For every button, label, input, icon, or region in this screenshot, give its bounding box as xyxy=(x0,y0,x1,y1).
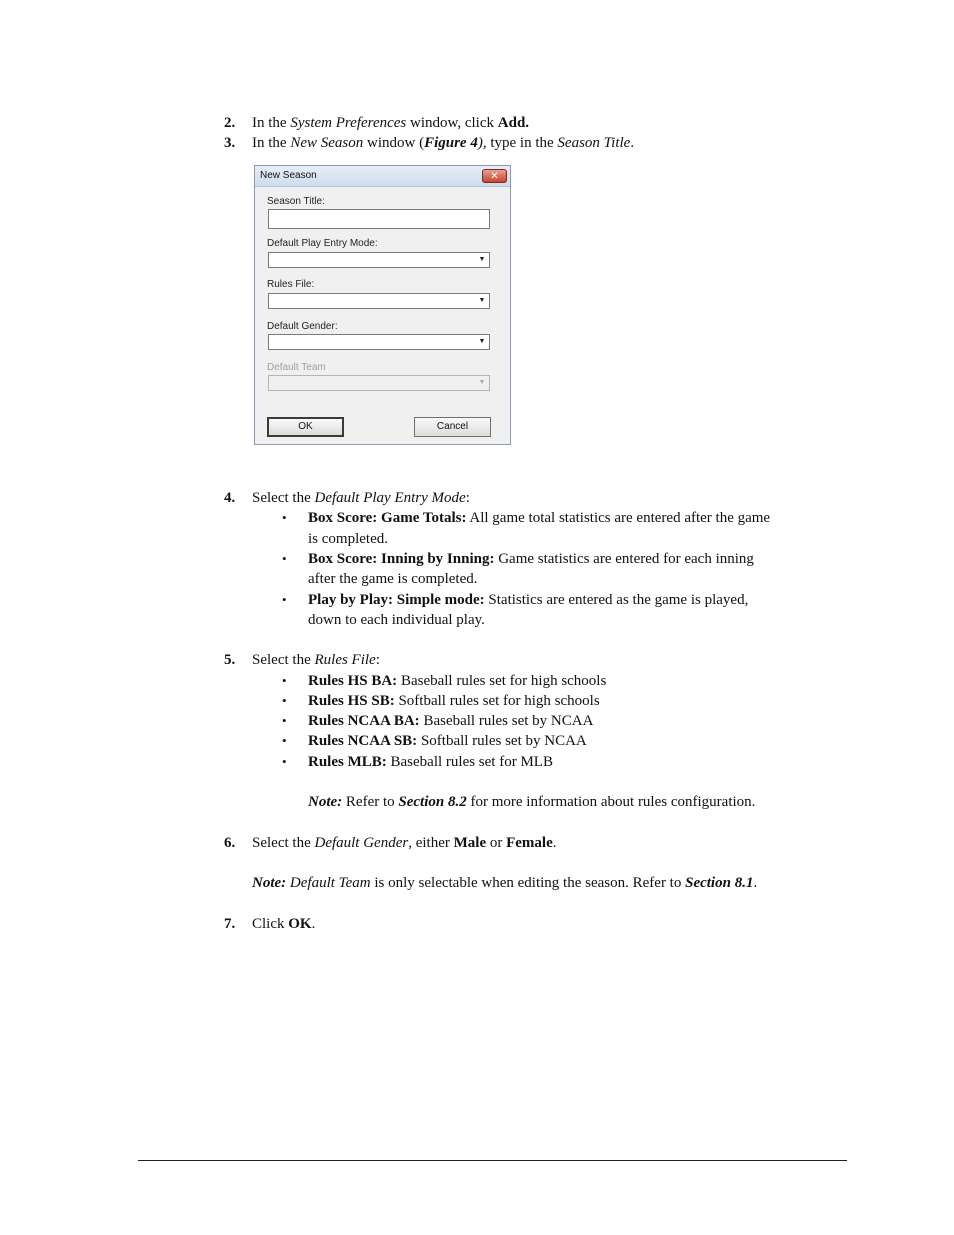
bullet-icon: • xyxy=(282,713,287,728)
season-title-input[interactable] xyxy=(268,209,490,229)
step-4-t1: Select the xyxy=(252,490,315,506)
step-2-t3: window, click xyxy=(406,115,498,131)
dialog-titlebar xyxy=(255,166,510,187)
rules-item xyxy=(308,671,606,691)
step-2-t1: In the xyxy=(252,115,291,131)
step-7-t1: Click xyxy=(252,916,289,932)
step-7-number: 7. xyxy=(224,916,236,932)
rules-desc: Softball rules set for high schools xyxy=(394,693,600,709)
bullet-icon: • xyxy=(282,510,287,525)
rules-label: Rules HS BA: xyxy=(308,673,398,689)
note-field-name: Default Team xyxy=(289,875,371,891)
rules-label: Rules MLB: xyxy=(308,754,387,770)
team-label: Default Team xyxy=(267,362,326,373)
step-4-t3: : xyxy=(465,490,470,506)
step-6-text xyxy=(252,833,557,853)
step-3-figure-ref: Figure 4 xyxy=(424,135,478,151)
rules-note xyxy=(308,792,755,812)
rules-label: Rules NCAA SB: xyxy=(308,733,418,749)
step-3-number: 3. xyxy=(224,135,236,151)
step-6-t5: or xyxy=(486,835,507,851)
step-7-t3: . xyxy=(311,916,316,932)
step-6-male: Male xyxy=(453,835,487,851)
note-t1: Refer to xyxy=(342,794,399,810)
gender-note xyxy=(252,873,757,893)
play-mode-item xyxy=(308,549,754,569)
step-6-number: 6. xyxy=(224,835,236,851)
close-icon[interactable]: ✕ xyxy=(482,169,507,183)
step-7-text xyxy=(252,914,315,934)
step-2-number: 2. xyxy=(224,115,236,131)
step-4-text xyxy=(252,488,470,508)
bullet-icon: • xyxy=(282,551,287,566)
note-t3: for more information about rules configuration. xyxy=(466,794,756,810)
chevron-down-icon: ▼ xyxy=(478,297,486,304)
play-entry-select[interactable] xyxy=(268,252,490,268)
step-2-text xyxy=(252,113,529,133)
step-5-t3: : xyxy=(375,652,380,668)
step-3-t5: ), xyxy=(477,135,487,151)
play-mode-label: Box Score: Inning by Inning: xyxy=(308,551,495,567)
note-t3: is only selectable when editing the season. Refer to xyxy=(370,875,686,891)
play-mode-item xyxy=(308,590,748,610)
rules-desc: Baseball rules set for high schools xyxy=(397,673,607,689)
bullet-icon: • xyxy=(282,592,287,607)
play-entry-label: Default Play Entry Mode: xyxy=(267,238,378,249)
play-mode-item-cont: after the game is completed. xyxy=(308,571,478,587)
step-6-t7: . xyxy=(552,835,557,851)
step-3-text xyxy=(252,133,634,153)
step-6-t3: , either xyxy=(408,835,454,851)
play-mode-item-cont: down to each individual play. xyxy=(308,612,485,628)
team-select xyxy=(268,375,490,391)
play-mode-desc: Game statistics are entered for each inning xyxy=(494,551,754,567)
step-4-number: 4. xyxy=(224,490,236,506)
play-mode-item-cont: is completed. xyxy=(308,531,388,547)
step-6-female: Female xyxy=(506,835,553,851)
note-label: Note: xyxy=(252,875,287,891)
step-3-t3: window ( xyxy=(363,135,425,151)
gender-label: Default Gender: xyxy=(267,321,338,332)
rules-desc: Baseball rules set for MLB xyxy=(386,754,553,770)
step-5-t1: Select the xyxy=(252,652,315,668)
step-3-t1: In the xyxy=(252,135,291,151)
step-4-field-name: Default Play Entry Mode xyxy=(314,490,466,506)
play-mode-label: Play by Play: Simple mode: xyxy=(308,592,485,608)
step-5-number: 5. xyxy=(224,652,236,668)
play-mode-label: Box Score: Game Totals: xyxy=(308,510,467,526)
ok-button[interactable]: OK xyxy=(267,417,344,437)
gender-select[interactable] xyxy=(268,334,490,350)
cancel-button[interactable]: Cancel xyxy=(414,417,491,437)
step-6-field-name: Default Gender xyxy=(314,835,409,851)
bullet-icon: • xyxy=(282,693,287,708)
note-t5: . xyxy=(753,875,758,891)
step-3-field-name: Season Title xyxy=(557,135,631,151)
rules-file-label: Rules File: xyxy=(267,279,315,290)
rules-desc: Softball rules set by NCAA xyxy=(417,733,587,749)
step-3-t6: type in the xyxy=(486,135,558,151)
note-section-ref: Section 8.2 xyxy=(398,794,467,810)
bullet-icon: • xyxy=(282,754,287,769)
step-3-t8: . xyxy=(630,135,635,151)
step-3-window-name: New Season xyxy=(290,135,364,151)
chevron-down-icon: ▼ xyxy=(478,379,486,386)
rules-item xyxy=(308,752,553,772)
season-title-label: Season Title: xyxy=(267,196,325,207)
rules-item xyxy=(308,711,593,731)
chevron-down-icon: ▼ xyxy=(478,256,486,263)
bullet-icon: • xyxy=(282,733,287,748)
chevron-down-icon: ▼ xyxy=(478,338,486,345)
footer-divider xyxy=(138,1160,847,1161)
step-5-text xyxy=(252,650,380,670)
rules-label: Rules HS SB: xyxy=(308,693,395,709)
rules-file-select[interactable] xyxy=(268,293,490,309)
dialog-title: New Season xyxy=(260,170,317,181)
note-label: Note: xyxy=(308,794,343,810)
rules-desc: Baseball rules set by NCAA xyxy=(419,713,594,729)
step-6-t1: Select the xyxy=(252,835,315,851)
step-7-ok: OK xyxy=(288,916,312,932)
rules-item xyxy=(308,691,600,711)
step-2-add: Add. xyxy=(497,115,530,131)
play-mode-desc: All game total statistics are entered after the game xyxy=(466,510,771,526)
new-season-dialog xyxy=(254,165,511,445)
rules-label: Rules NCAA BA: xyxy=(308,713,420,729)
play-mode-item xyxy=(308,508,770,528)
rules-item xyxy=(308,731,587,751)
step-2-window-name: System Preferences xyxy=(290,115,407,131)
note-section-ref: Section 8.1 xyxy=(685,875,754,891)
bullet-icon: • xyxy=(282,673,287,688)
play-mode-desc: Statistics are entered as the game is played, xyxy=(484,592,749,608)
step-5-field-name: Rules File xyxy=(314,652,376,668)
